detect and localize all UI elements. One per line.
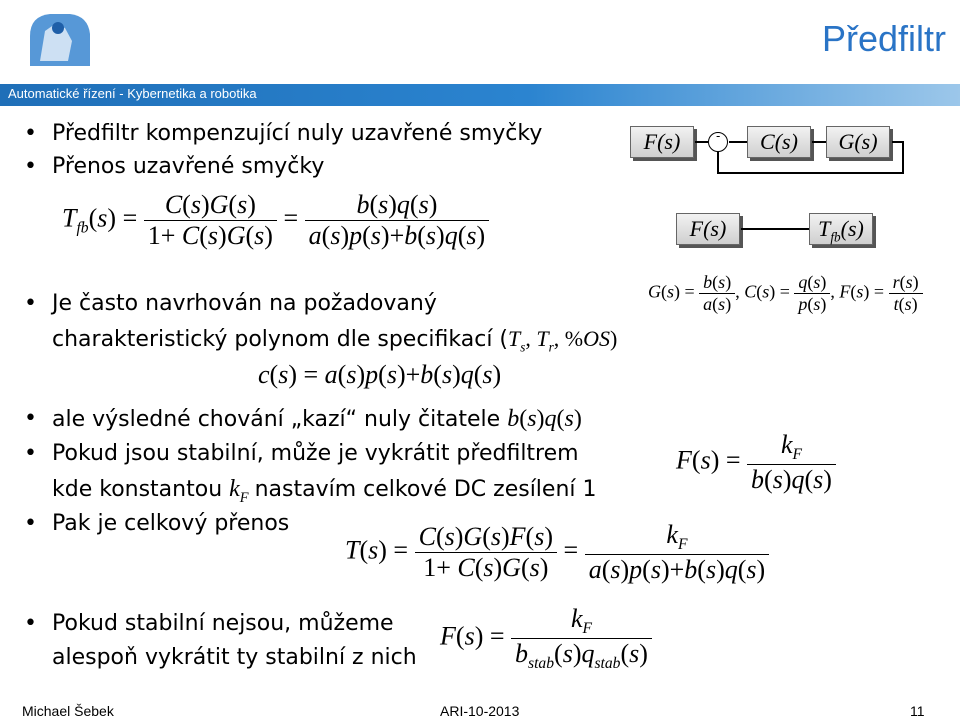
list-item: • ale výsledné chování „kazí“ nuly čitatele b(s)q(s) [24, 406, 582, 432]
list-item: • Je často navrhován na požadovaný [24, 291, 437, 316]
bullet-text: nastavím celkové DC zesílení 1 [254, 477, 597, 502]
formula-partial-prefilter: F(s) = $\frac{k_F}{b_{stab}(s)q_{stab}(s)}$ [440, 604, 652, 673]
feedback-line [717, 152, 719, 174]
list-item-continued [52, 644, 417, 672]
bullet-text: alespoň vykrátit ty stabilní z nich [52, 645, 417, 670]
list-item: • Pokud stabilní nejsou, můžeme [24, 611, 394, 636]
formula-total: T(s) = $\frac{C(s)G(s)F(s)}{1+ C(s)G(s)}$ = $\frac{k_F}{a(s)p(s)+b(s)q(s)}$ [345, 520, 769, 585]
footer-author: Michael Šebek [22, 703, 114, 719]
list-item: • Pokud jsou stabilní, může je vykrátit předfiltrem [24, 441, 579, 466]
block-controller: C(s) [747, 126, 811, 158]
footer-code: ARI-10-2013 [440, 703, 520, 719]
formula-prefilter: F(s) = $\frac{k_F}{b(s)q(s)}$ [676, 430, 836, 495]
block-prefilter-2: F(s) [676, 213, 740, 245]
feedback-line [717, 172, 904, 174]
block-prefilter: F(s) [630, 126, 694, 158]
signal-line [729, 141, 747, 143]
block-closed-loop: $T_{fb}(s)$ [809, 213, 873, 245]
signal-line [695, 141, 708, 143]
formula-closed-loop: $T_{fb}(s)$ = $\frac{C(s)G(s)}{1+ C(s)G(s)}$ = $\frac{b(s)q(s)}{a(s)p(s)+b(s)q(s)}$ [62, 190, 489, 251]
formula-char-poly: c(s) = a(s)p(s)+b(s)q(s) [258, 360, 502, 389]
list-item: • Přenos uzavřené smyčky [24, 154, 325, 179]
bullet-text: Je často navrhován na požadovaný [52, 291, 437, 316]
sum-sign: - [716, 129, 721, 143]
feedback-line [902, 141, 904, 174]
bullet-text: charakteristický polynom dle specifikací ( [52, 327, 509, 352]
bullet-text: Přenos uzavřené smyčky [52, 154, 325, 179]
list-item: • Pak je celkový přenos [24, 511, 290, 536]
university-logo [10, 6, 110, 78]
block-plant: G(s) [826, 126, 890, 158]
list-item-continued: charakteristický polynom dle specifikací ($T_s$, $T_r$, %OS) [52, 326, 618, 355]
formula-definitions: G(s) = $\frac{b(s)}{a(s)}$ , C(s) = $\frac{q(s)}{p(s)}$ , F(s) = $\frac{r(s)}{t(s)}$ [648, 272, 923, 315]
signal-line [741, 228, 809, 230]
bullet-text: Pokud stabilní nejsou, můžeme [52, 611, 394, 636]
bullet-text: Pak je celkový přenos [52, 511, 290, 536]
bullet-text: ale výsledné chování „kazí“ nuly čitatele [52, 407, 501, 432]
bullet-text: Pokud jsou stabilní, může je vykrátit předfiltrem [52, 441, 579, 466]
signal-line [812, 141, 826, 143]
banner [0, 84, 960, 106]
list-item-continued: kde konstantou $k_F$ nastavím celkové DC zesílení 1 [52, 476, 597, 506]
page-number: 11 [910, 703, 925, 719]
banner-text: Automatické řízení - Kybernetika a robotika [8, 86, 257, 101]
bullet-text: Předfiltr kompenzující nuly uzavřené smyčky [52, 121, 543, 146]
page-title: Předfiltr [821, 18, 946, 59]
bullet-text: kde konstantou [52, 477, 223, 502]
list-item: • Předfiltr kompenzující nuly uzavřené smyčky [24, 121, 543, 146]
